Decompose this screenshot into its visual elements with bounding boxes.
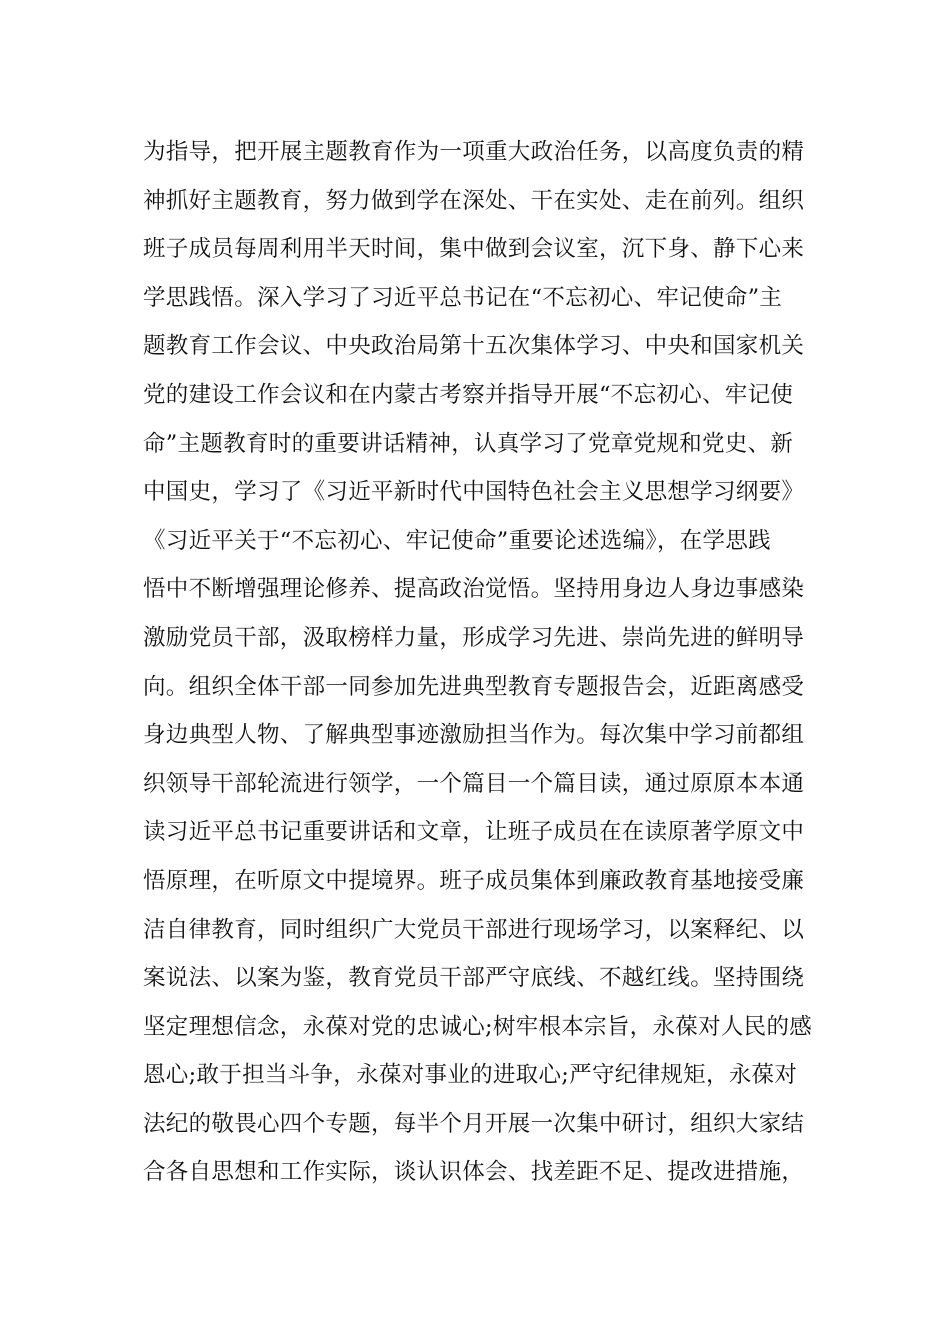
text-line: 神抓好主题教育，努力做到学在深处、干在实处、走在前列。组织: [143, 187, 805, 214]
text-line: 洁自律教育，同时组织广大党员干部进行现场学习，以案释纪、以: [143, 916, 805, 943]
text-line: 悟原理，在听原文中提境界。班子成员集体到廉政教育基地接受廉: [143, 867, 805, 894]
text-line: 为指导，把开展主题教育作为一项重大政治任务，以高度负责的精: [143, 139, 805, 165]
text-line: 激励党员干部，汲取榜样力量，形成学习先进、崇尚先进的鲜明导: [143, 624, 805, 651]
text-line: 合各自思想和工作实际，谈认识体会、找差距不足、提改进措施，: [143, 1159, 805, 1186]
text-line: 织领导干部轮流进行领学，一个篇目一个篇目读，通过原原本本通: [143, 770, 805, 797]
text-line: 身边典型人物、了解典型事迹激励担当作为。每次集中学习前都组: [143, 722, 805, 749]
text-line: 向。组织全体干部一同参加先进典型教育专题报告会，近距离感受: [143, 673, 805, 700]
text-line: 党的建设工作会议和在内蒙古考察并指导开展“不忘初心、牢记使: [143, 381, 794, 408]
body-text: [143, 128, 813, 1197]
text-line: 中国史，学习了《习近平新时代中国特色社会主义思想学习纲要》: [143, 479, 805, 506]
text-line: 题教育工作会议、中央政治局第十五次集体学习、中央和国家机关: [143, 333, 805, 360]
text-line: 班子成员每周利用半天时间，集中做到会议室，沉下身、静下心来: [143, 236, 805, 263]
text-line: 法纪的敬畏心四个专题，每半个月开展一次集中研讨，组织大家结: [143, 1110, 805, 1137]
text-line: 命”主题教育时的重要讲话精神，认真学习了党章党规和党史、新: [143, 430, 794, 457]
text-line: 恩心;敢于担当斗争，永葆对事业的进取心;严守纪律规矩，永葆对: [143, 1062, 798, 1089]
text-line: 《习近平关于“不忘初心、牢记使命”重要论述选编》，在学思践: [143, 527, 771, 554]
text-line: 读习近平总书记重要讲话和文章，让班子成员在在读原著学原文中: [143, 819, 805, 846]
text-line: 学思践悟。深入学习了习近平总书记在“不忘初心、牢记使命”主: [143, 284, 783, 311]
text-line: 坚定理想信念，永葆对党的忠诚心;树牢根本宗旨，永葆对人民的感: [143, 1013, 813, 1040]
text-line: 案说法、以案为鉴，教育党员干部严守底线、不越红线。坚持围绕: [143, 965, 805, 992]
text-line: 悟中不断增强理论修养、提高政治觉悟。坚持用身边人身边事感染: [143, 576, 805, 603]
